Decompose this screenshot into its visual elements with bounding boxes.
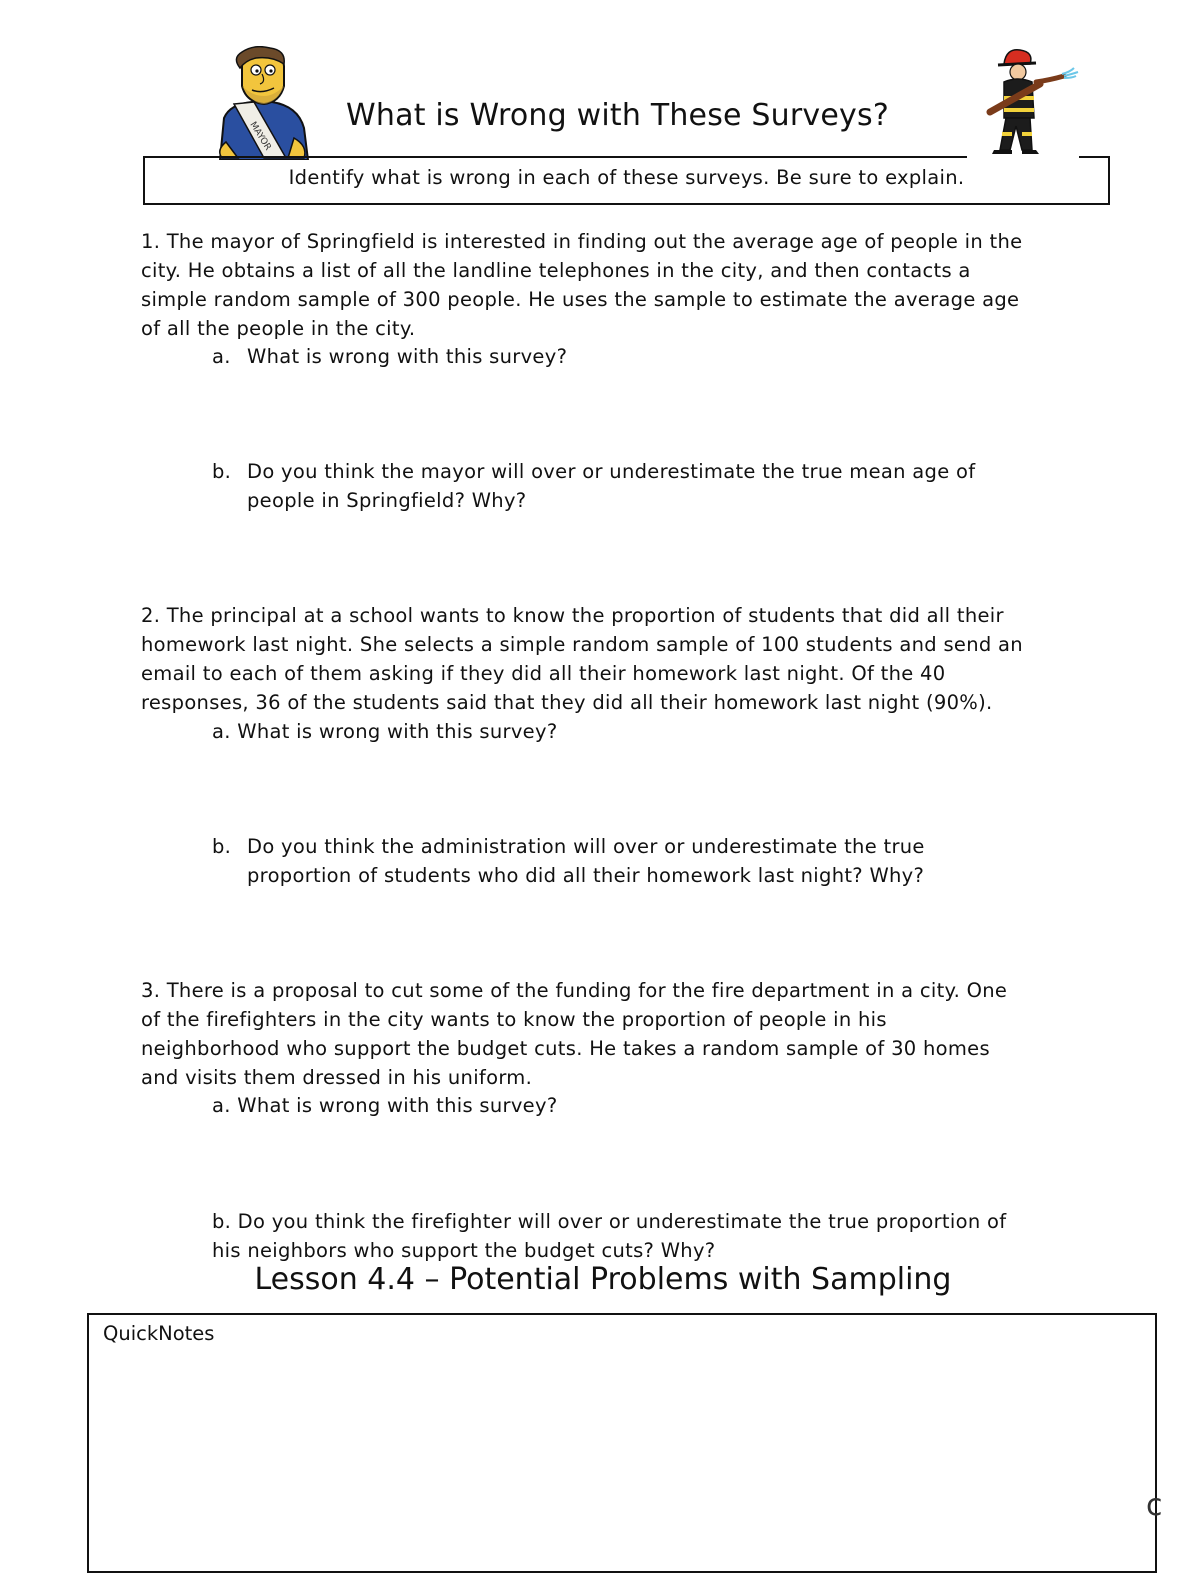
lesson-title: Lesson 4.4 – Potential Problems with Sampling	[254, 1262, 952, 1297]
question-1b-text	[247, 457, 975, 515]
question-2-line: email to each of them asking if they did all their homework last night. Of the 40	[141, 662, 946, 685]
question-3a-text: a. What is wrong with this survey?	[212, 1094, 558, 1117]
question-1-line: city. He obtains a list of all the landline telephones in the city, and then contacts a	[141, 259, 971, 282]
worksheet-title: What is Wrong with These Surveys?	[346, 98, 889, 133]
question-3b-line: his neighbors who support the budget cuts? Why?	[212, 1239, 716, 1262]
question-1b-line: people in Springfield? Why?	[247, 489, 527, 512]
question-1a-marker: a.	[212, 345, 231, 368]
question-2b-line: proportion of students who did all their homework last night? Why?	[247, 864, 925, 887]
question-3b-text	[212, 1207, 1006, 1265]
question-3-line: and visits them dressed in his uniform.	[141, 1066, 533, 1089]
question-2b-marker: b.	[212, 835, 232, 858]
instructions-text: Identify what is wrong in each of these surveys. Be sure to explain.	[288, 166, 965, 189]
quicknotes-box[interactable]	[87, 1313, 1157, 1573]
question-1b-line: Do you think the mayor will over or underestimate the true mean age of	[247, 460, 976, 483]
question-1-line: of all the people in the city.	[141, 317, 416, 340]
question-2-line: 2. The principal at a school wants to know the proportion of students that did all their	[141, 604, 1004, 627]
question-3-line: neighborhood who support the budget cuts. He takes a random sample of 30 homes	[141, 1037, 990, 1060]
question-2-text	[141, 601, 1101, 717]
question-3-text	[141, 976, 1101, 1092]
question-2-line: homework last night. She selects a simple random sample of 100 students and send an	[141, 633, 1023, 656]
question-1b-marker: b.	[212, 460, 232, 483]
question-1-text	[141, 227, 1101, 343]
cut-off-glyph: c	[1146, 1488, 1163, 1523]
question-1-line: simple random sample of 300 people. He uses the sample to estimate the average age	[141, 288, 1020, 311]
mayor-sash-text: MAYOR	[247, 120, 273, 153]
question-2-line: responses, 36 of the students said that they did all their homework last night (90%).	[141, 691, 993, 714]
question-2a-text: a. What is wrong with this survey?	[212, 720, 558, 743]
question-3b-line: b. Do you think the firefighter will over or underestimate the true proportion of	[212, 1210, 1007, 1233]
question-3-line: 3. There is a proposal to cut some of the funding for the fire department in a city. One	[141, 979, 1008, 1002]
question-1a-text: What is wrong with this survey?	[247, 345, 568, 368]
quicknotes-label: QuickNotes	[103, 1322, 215, 1345]
question-2b-text	[247, 832, 925, 890]
question-3-line: of the firefighters in the city wants to know the proportion of people in his	[141, 1008, 887, 1031]
question-1-line: 1. The mayor of Springfield is interested in finding out the average age of people in the	[141, 230, 1023, 253]
question-2b-line: Do you think the administration will over or underestimate the true	[247, 835, 925, 858]
